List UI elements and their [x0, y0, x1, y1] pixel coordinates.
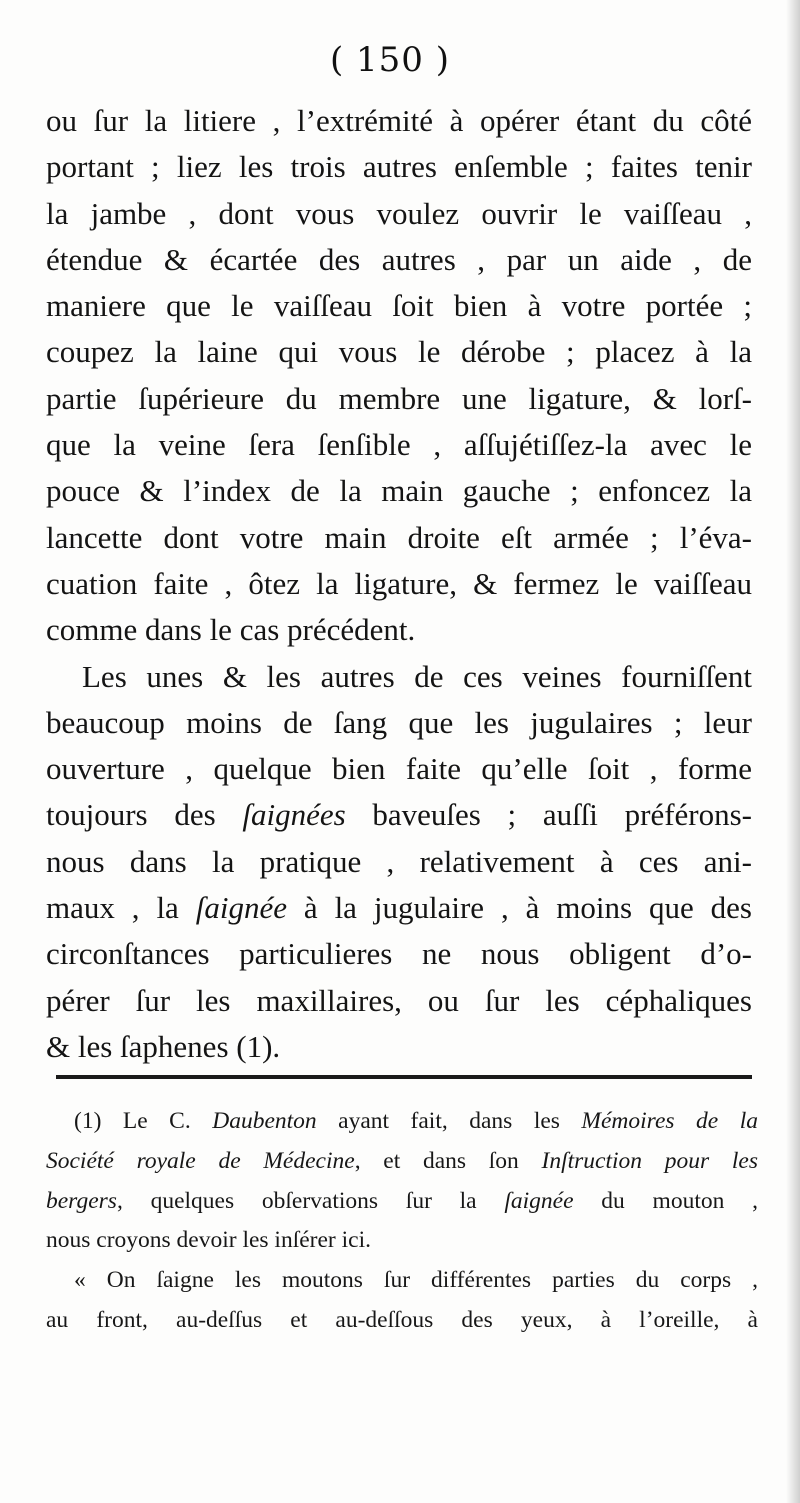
page-number: ( 150 ) — [329, 40, 451, 80]
text-run: , quelques obſervations ſur la — [116, 1187, 505, 1214]
text-line: la jambe , dont vous voulez ouvrir le vaiſſeau , — [46, 195, 752, 231]
footnote-line: « On ſaigne les moutons ſur différentes parties du corps , — [74, 1267, 758, 1294]
text-line: coupez la laine qui vous le dérobe ; placez à la — [46, 334, 752, 370]
text-line: Les unes & les autres de ces veines fourniſſent — [82, 658, 752, 694]
text-run: du mouton , — [573, 1187, 758, 1214]
text-line: pérer ſur les maxillaires, ou ſur les céphaliques — [46, 982, 752, 1018]
italic-term: Mémoires de la — [581, 1108, 758, 1134]
text-line: portant ; liez les trois autres enſemble ; faites tenir — [46, 149, 752, 185]
italic-term: ſaignée — [504, 1187, 574, 1214]
text-run: maux , la — [46, 890, 196, 926]
footnote-divider — [56, 1075, 752, 1079]
text-run: à la jugulaire , à moins que des — [286, 890, 752, 926]
footnote-line: au front, au-deſſus et au-deſſous des yeux, à l’oreille, à — [46, 1306, 758, 1333]
footnote-line — [46, 1182, 758, 1222]
italic-term: ſaignée — [195, 890, 287, 926]
text-line — [46, 792, 752, 838]
text-run: ayant fait, dans les — [316, 1108, 582, 1134]
italic-term: bergers — [46, 1187, 117, 1214]
text-line: étendue & écartée des autres , par un aide , de — [46, 241, 752, 277]
footnote-line: nous croyons devoir les inſérer ici. — [46, 1227, 371, 1254]
text-line: comme dans le cas précédent. — [46, 612, 416, 648]
footnote — [46, 1102, 758, 1341]
text-line: & les ſaphenes (1). — [46, 1028, 281, 1064]
text-line: pouce & l’index de la main gauche ; enfoncez la — [46, 473, 752, 509]
footnote-line — [46, 1142, 758, 1182]
text-line: lancette dont votre main droite eſt armée ; l’éva- — [46, 519, 752, 555]
page-edge-shadow — [786, 0, 800, 1503]
text-run: , et dans ſon — [354, 1147, 542, 1174]
text-line: nous dans la pratique , relativement à ces ani- — [46, 843, 752, 879]
italic-term: Inſtruction pour les — [541, 1147, 758, 1174]
text-line: partie ſupérieure du membre une ligature, & lorſ- — [46, 380, 752, 416]
text-line: circonſtances particulieres ne nous obligent d’o- — [46, 936, 752, 972]
text-line: ouverture , quelque bien faite qu’elle ſoit , forme — [46, 751, 752, 787]
text-line: que la veine ſera ſenſible , aſſujétiſſez-la avec le — [46, 427, 752, 463]
main-text — [46, 98, 752, 1070]
italic-term: Société royale de Médecine — [46, 1147, 355, 1174]
text-run: toujours des — [46, 797, 243, 833]
text-line: cuation faite , ôtez la ligature, & fermez le vaiſſeau — [46, 565, 752, 601]
italic-term: ſaignées — [242, 797, 346, 833]
text-line: beaucoup moins de ſang que les jugulaires ; leur — [46, 704, 752, 740]
footnote-line — [46, 1102, 758, 1142]
text-line: ou ſur la litiere , l’extrémité à opérer étant du côté — [46, 103, 752, 138]
text-run: (1) Le C. — [74, 1108, 213, 1134]
text-line: maniere que le vaiſſeau ſoit bien à votre portée ; — [46, 288, 752, 324]
italic-term: Daubenton — [212, 1108, 317, 1134]
text-line — [46, 885, 752, 931]
text-run: baveuſes ; auſſi préférons- — [345, 797, 752, 833]
